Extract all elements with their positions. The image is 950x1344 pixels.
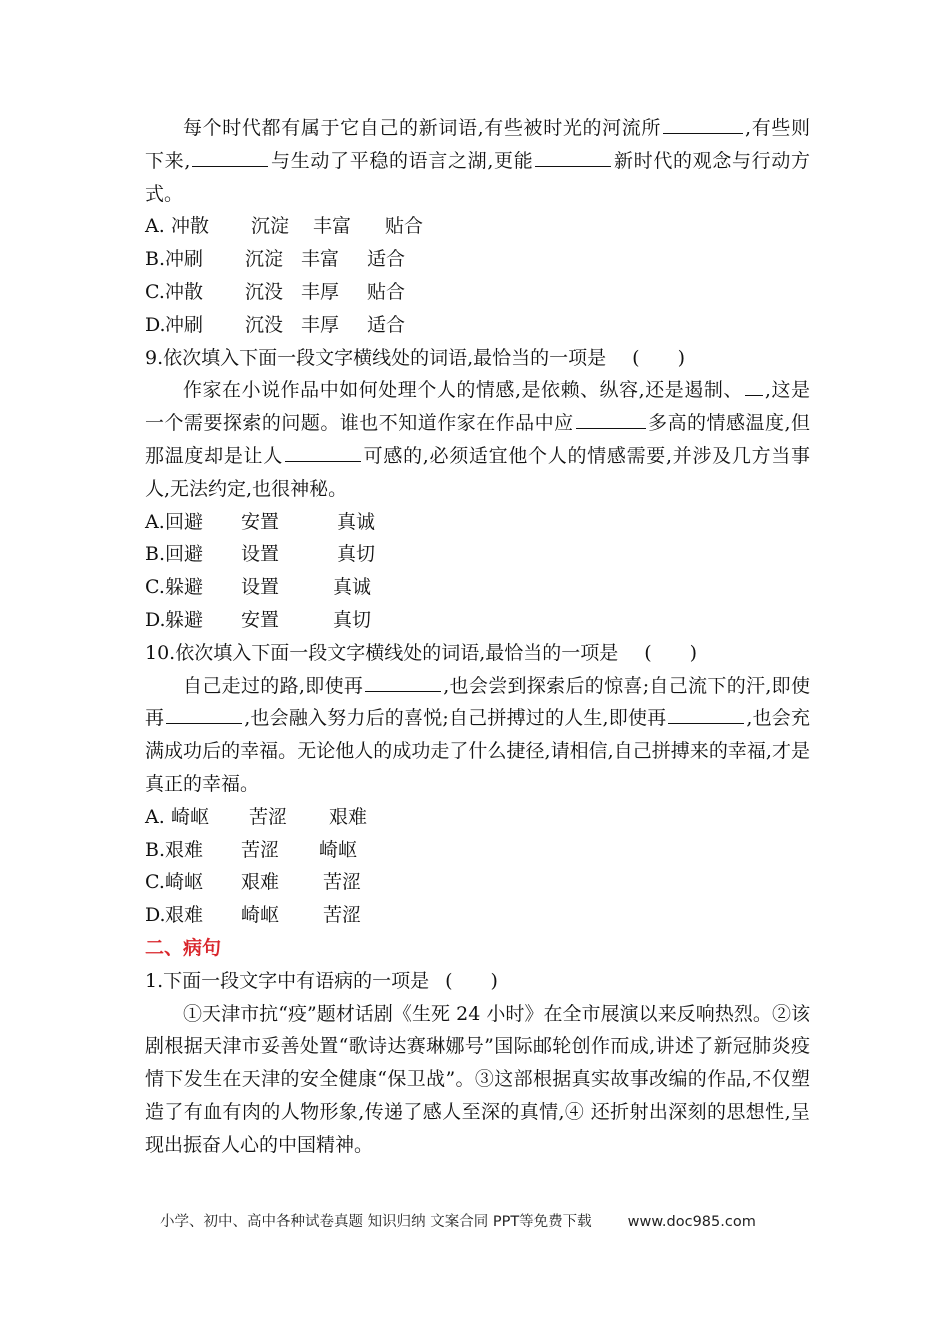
q9-stem: 9.依次填入下面一段文字横线处的词语,最恰当的一项是 ( ) [145,346,685,369]
passage-q9: 作家在小说作品中如何处理个人的情感,是依赖、纵容,还是遏制、 ,这是一个需要探索的问题。谁也不知道作家在作品中应 多高的情感温度,但那温度却是让人 可感的,必须适宜他个人的情感需要,并涉及几方当事人,无法约定,也很神秘。 [145,379,810,500]
option-b: B. 冲刷 沉淀 丰富 适合 [145,248,406,271]
q9-options [145,506,810,637]
passage-q8 [145,112,810,210]
blank-line [535,148,611,167]
option-a: A. 崎岖 苦涩 艰难 [145,805,368,828]
option-d: D. 艰难 崎岖 苦涩 [145,904,362,927]
q8-options [145,210,810,341]
answer-paren: ( ) [644,641,698,664]
passage-text: 与生动了平稳的语言之湖,更能 [270,149,534,172]
option-d: D. 躲避 安置 真切 [145,608,372,631]
q10-options [145,801,810,932]
option-b: B. 艰难 苦涩 崎岖 [145,838,358,861]
section-heading: 二、病句 [145,936,222,959]
blank-line [365,673,441,692]
option-a: A. 回避 安置 真诚 [145,510,376,533]
passage-q10: 自己走过的路,即使再 ,也会尝到探索后的惊喜;自己流下的汗,即使再 ,也会融入努力后的喜悦;自己拼搏过的人生,即使再 ,也会充满成功后的幸福。无论他人的成功走了什么捷径,请相信,自己拼搏来的幸福,才是真正的幸福。 [145,674,810,795]
blank-line [745,377,763,396]
blank-line [663,115,743,134]
blank-line [285,443,361,462]
option-d: D. 冲刷 沉没 丰厚 适合 [145,313,406,336]
s2-q1-stem: 1.下面一段文字中有语病的一项是 ( ) [145,969,498,992]
blank-line [668,705,744,724]
option-c: C. 躲避 设置 真诚 [145,576,372,599]
answer-paren: ( ) [632,346,685,369]
answer-paren: ( ) [445,969,498,992]
blank-line [576,410,646,429]
page-footer [160,1210,756,1231]
option-c: C. 崎岖 艰难 苦涩 [145,871,362,894]
q10-stem: 10.依次填入下面一段文字横线处的词语,最恰当的一项是 ( ) [145,641,698,664]
blank-line [192,148,268,167]
option-c: C. 冲散 沉没 丰厚 贴合 [145,280,406,303]
passage-text: ,有些则下来, [145,117,810,172]
option-a: A. 冲散 沉淀 丰富 贴合 [145,215,424,238]
blank-line [166,705,242,724]
footer-text: 小学、初中、高中各种试卷真题 知识归纳 文案合同 PPT等免费下载 [160,1214,592,1230]
option-b: B. 回避 设置 真切 [145,543,376,566]
passage-text: 新时代的观念与行动方式。 [145,149,810,205]
passage-s2-q1: ①天津市抗“疫”题材话剧《生死 24 小时》在全市展演以来反响热烈。②该剧根据天津市妥善处置“歌诗达赛琳娜号”国际邮轮创作而成,讲述了新冠肺炎疫情下发生在天津的安全健康“保卫战”。③这部根据真实故事改编的作品,不仅塑造了有血有肉的人物形象,传递了感人至深的真情,④ 还折射出深刻的思想性,呈现出振奋人心的中国精神。 [145,1002,810,1156]
content-area [145,112,810,1162]
footer-url[interactable]: www.doc985.com [627,1214,756,1230]
passage-text: 每个时代都有属于它自己的新词语,有些被时光的河流所 [183,117,662,139]
